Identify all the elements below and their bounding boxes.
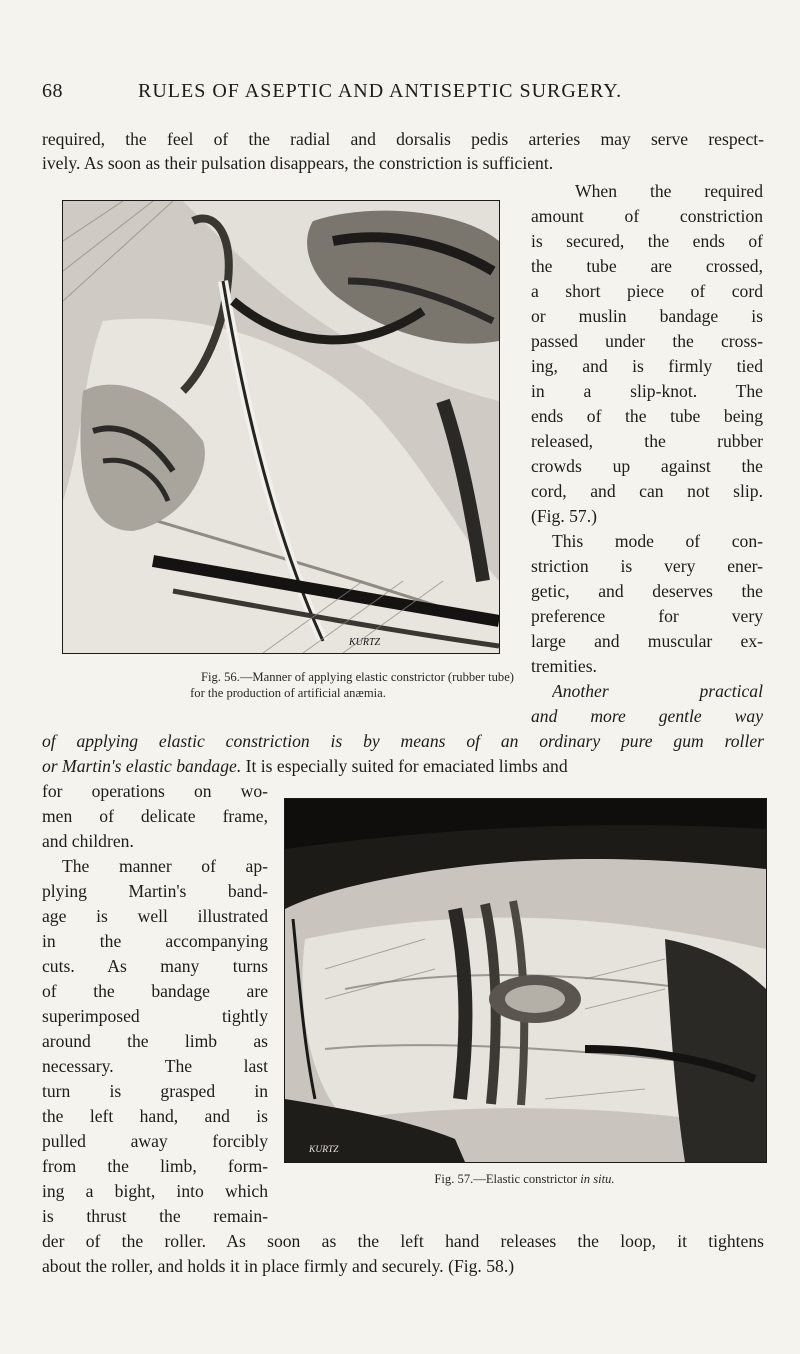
text-line: is secured, the ends of	[531, 231, 763, 251]
text-line: from the limb, form-	[42, 1156, 268, 1176]
text-line: turn is grasped in	[42, 1081, 268, 1101]
text-line: age is well illustrated	[42, 906, 268, 926]
text-line: crowds up against the	[531, 456, 763, 476]
text-line: getic, and deserves the	[531, 581, 763, 601]
text-line: cuts. As many turns	[42, 956, 268, 976]
text-line: Another practical	[552, 681, 763, 701]
text-line: or muslin bandage is	[531, 306, 763, 326]
text-line: pulled away forcibly	[42, 1131, 268, 1151]
text-line: striction is very ener-	[531, 556, 763, 576]
text-line: The manner of ap-	[62, 856, 268, 876]
text-line: in the accompanying	[42, 931, 268, 951]
text-line: ively. As soon as their pulsation disappears, the constriction is sufficient.	[42, 153, 554, 173]
text-line: passed under the cross-	[531, 331, 763, 351]
tourniquet-engraving	[63, 201, 499, 653]
text-span: It is especially suited for emaciated limbs and	[241, 756, 568, 776]
text-line	[42, 754, 764, 778]
text-line: plying Martin's band-	[42, 881, 268, 901]
text-line: released, the rubber	[531, 431, 763, 451]
text-line: large and muscular ex-	[531, 631, 763, 651]
text-line: is thrust the remain-	[42, 1206, 268, 1226]
text-line: in a slip-knot. The	[531, 381, 763, 401]
text-line: of the bandage are	[42, 981, 268, 1001]
text-line: cord, and can not slip.	[531, 481, 763, 501]
text-line: preference for very	[531, 606, 763, 626]
page-number: 68	[42, 80, 63, 102]
text-line: ends of the tube being	[531, 406, 763, 426]
text-line: necessary. The last	[42, 1056, 268, 1076]
figure-57-caption	[284, 1171, 765, 1187]
text-line: (Fig. 57.)	[531, 506, 597, 526]
constrictor-in-situ-engraving	[285, 799, 766, 1162]
text-line: for operations on wo-	[42, 781, 268, 801]
text-line: amount of constriction	[531, 206, 763, 226]
text-line: men of delicate frame,	[42, 806, 268, 826]
text-line: around the limb as	[42, 1031, 268, 1051]
text-line: This mode of con-	[552, 531, 763, 551]
engraver-signature: KURTZ	[349, 637, 381, 648]
text-line: tremities.	[531, 656, 597, 676]
text-line: der of the roller. As soon as the left hand releases the loop, it tightens	[42, 1231, 764, 1251]
text-line: and children.	[42, 831, 134, 851]
figure-57-caption-italic: in situ.	[580, 1172, 615, 1186]
engraver-signature: KURTZ	[309, 1145, 339, 1155]
text-line: When the required	[575, 181, 763, 201]
figure-57-illustration	[284, 798, 767, 1163]
text-line: superimposed tightly	[42, 1006, 268, 1026]
text-span-italic: or Martin's elastic bandage.	[42, 756, 242, 776]
text-line: required, the feel of the radial and dorsalis pedis arteries may serve respect-	[42, 129, 764, 149]
text-line: a short piece of cord	[531, 281, 763, 301]
figure-56-illustration	[62, 200, 500, 654]
page-header	[42, 80, 762, 108]
text-line: the left hand, and is	[42, 1106, 268, 1126]
figure-56-caption-continued: for the production of artificial anæmia.	[190, 686, 386, 700]
text-line: of applying elastic constriction is by means of an ordinary pure gum roller	[42, 731, 764, 751]
running-title: RULES OF ASEPTIC AND ANTISEPTIC SURGERY.	[138, 80, 623, 102]
text-line: ing, and is firmly tied	[531, 356, 763, 376]
figure-57-caption-text: Fig. 57.—Elastic constrictor	[434, 1172, 581, 1186]
text-line: and more gentle way	[531, 706, 763, 726]
text-line: ing a bight, into which	[42, 1181, 268, 1201]
text-line: about the roller, and holds it in place firmly and securely. (Fig. 58.)	[42, 1256, 515, 1276]
figure-56-caption: Fig. 56.—Manner of applying elastic constrictor (rubber tube)	[200, 670, 514, 684]
text-line: the tube are crossed,	[531, 256, 763, 276]
